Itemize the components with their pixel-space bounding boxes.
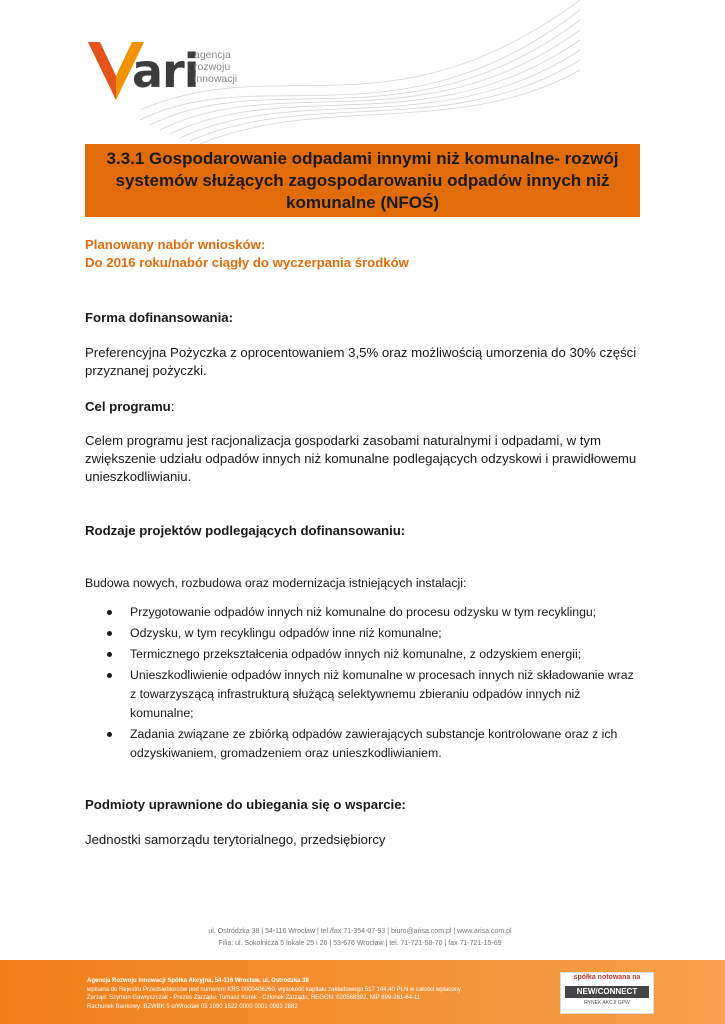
cel-heading-label: Cel programu — [85, 399, 171, 414]
footer-contact — [150, 926, 570, 950]
list-item — [105, 666, 635, 723]
podmioty-heading: Podmioty uprawnione do ubiegania się o wsparcie: — [85, 797, 406, 812]
page-title: 3.3.1 Gospodarowanie odpadami innymi niż komunalne- rozwój systemów służących zagospodarowaniu odpadów innych niż komunalne (NFOŚ) — [106, 148, 619, 212]
newconnect-badge — [560, 972, 654, 1014]
bullet-icon — [107, 732, 112, 737]
nabor-label: Planowany nabór wniosków: — [85, 237, 266, 252]
list-item-text: Termicznego przekształcenia odpadów innych niż komunalne, z odzyskiem energii; — [130, 647, 582, 661]
badge-top-text: spółka notowana na — [573, 974, 641, 981]
list-item-text: Zadania związane ze zbiórką odpadów zawierających substancje kontrolowane oraz z ich odzyskiwaniem, gromadzeniem oraz unieszkodliwianiem. — [130, 727, 618, 760]
forma-heading: Forma dofinansowania: — [85, 310, 234, 325]
list-item — [105, 603, 635, 622]
footer-contact-line: Filia: ul. Sokolnicza 5 lokale 25 i 26 | 53-676 Wrocław | tel. 71-721-58-70 | fax 71-721-15-69 — [218, 940, 502, 947]
list-item-text: Przygotowanie odpadów innych niż komunalne do procesu odzysku w tym recyklingu; — [130, 605, 597, 619]
title-banner — [85, 144, 640, 217]
list-item — [105, 624, 635, 643]
list-item-text: Odzysku, w tym recyklingu odpadów inne niż komunalne; — [130, 626, 442, 640]
rodzaje-intro: Budowa nowych, rozbudowa oraz modernizacja istniejących instalacji: — [85, 576, 467, 590]
logo-subtitle-line: innowacji — [194, 73, 238, 85]
bullet-icon — [107, 631, 112, 636]
footer-board: Zarząd: Szymon Gawryszczak - Prezes Zarządu, Tomasz Kurek - Członek Zarządu, REGON: 020568392, NIP 899-261-64-11 — [87, 995, 421, 1001]
project-types-list — [105, 603, 635, 765]
bullet-icon — [107, 673, 112, 678]
footer-contact-line: ul. Ostródzka 38 | 54-116 Wrocław | tel./fax 71-354-07-93 | biuro@arisa.com.pl | www.arisa.com.pl — [208, 928, 512, 935]
list-item — [105, 645, 635, 664]
footer-registry: wpisana do Rejestru Przedsiębiorców pod numerem KRS 0000406260, wysokość kapitału zakładowego 517 144,40 PLN w całości wpłacony. — [87, 986, 463, 993]
bullet-icon — [107, 610, 112, 615]
logo-subtitle-line: agencja — [194, 49, 231, 61]
podmioty-text: Jednostki samorządu terytorialnego, przedsiębiorcy — [85, 832, 386, 847]
badge-bottom-text: RYNEK AKCJI GPW — [584, 1000, 630, 1006]
list-item-text: Unieszkodliwienie odpadów innych niż komunalne w procesach innych niż składowanie wraz z towarzyszącą infrastrukturą służącą selektywnemu zbieraniu odpadów innych niż komunalne; — [130, 668, 634, 720]
decorative-waves — [140, 0, 580, 145]
cel-text: Celem programu jest racjonalizacja gospodarki zasobami naturalnymi i odpadami, w tym zwiększenie udziału odpadów innych niż komunalne podlegających odzyskowi i prawidłowemu unieszkodliwianiu. — [85, 433, 637, 484]
logo-wordmark: ari — [132, 44, 199, 98]
logo-subtitle-line: rozwoju — [194, 61, 231, 73]
footer-bank: Rachunek Bankowy: BZWBK 5 o/Wrocław 05 1090 1522 0000 0001 0993 2882 — [87, 1003, 298, 1010]
bullet-icon — [107, 652, 112, 657]
nabor-value: Do 2016 roku/nabór ciągły do wyczerpania środków — [85, 255, 409, 270]
rodzaje-heading: Rodzaje projektów podlegających dofinansowaniu: — [85, 523, 406, 538]
footer-company-info — [87, 977, 547, 1011]
cel-heading — [85, 398, 645, 416]
forma-text: Preferencyjna Pożyczka z oprocentowaniem 3,5% oraz możliwością umorzenia do 30% części przyznanej pożyczki. — [85, 345, 637, 378]
cel-heading-colon: : — [170, 399, 175, 414]
badge-logo-text: NEW/CONNECT — [565, 986, 649, 998]
list-item — [105, 725, 635, 763]
footer-company-name: Agencja Rozwoju Innowacji Spółka Akcyjna, 54-116 Wrocław, ul. Ostródzka 38 — [87, 978, 309, 984]
